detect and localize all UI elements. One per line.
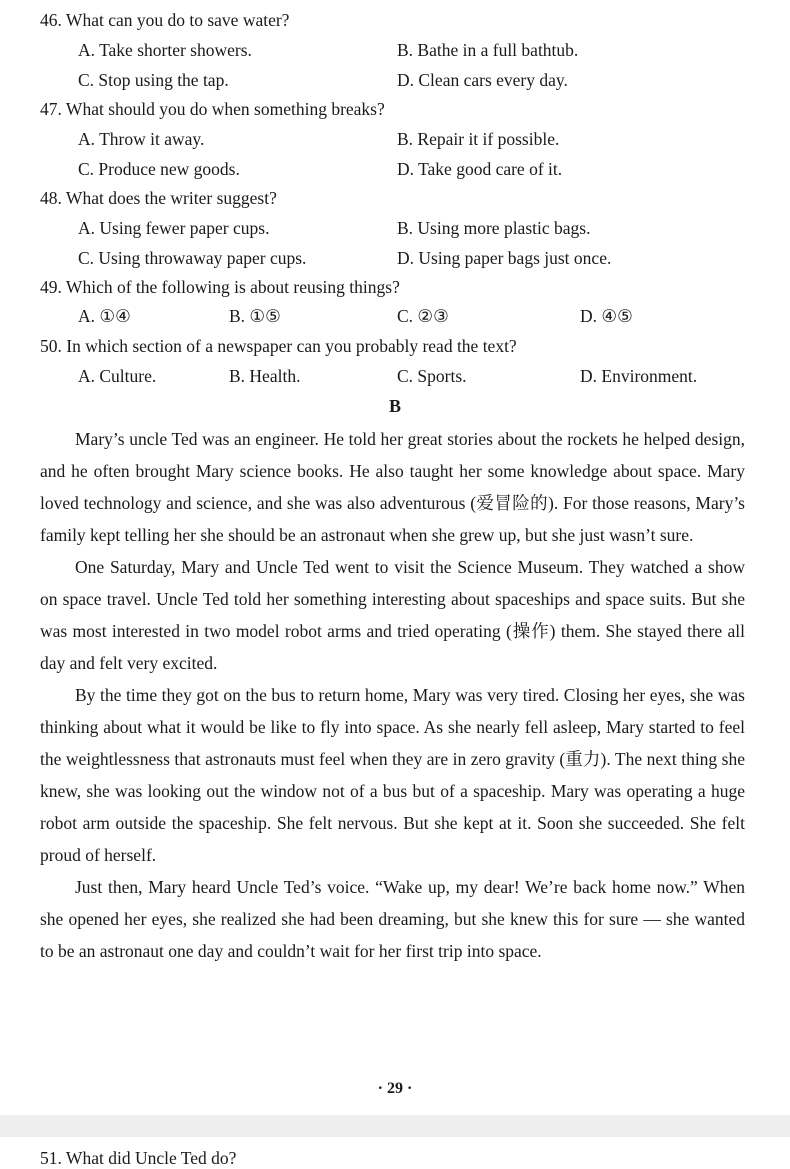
question-50-option-a: A. Culture. — [78, 366, 157, 386]
question-49-option-d: D. ④⑤ — [580, 306, 633, 326]
question-48-option-b: B. Using more plastic bags. — [397, 218, 591, 238]
question-48-option-d: D. Using paper bags just once. — [397, 248, 612, 268]
question-46-option-d: D. Clean cars every day. — [397, 70, 568, 90]
section-heading: B — [388, 396, 401, 416]
question-46-stem: 46. What can you do to save water? — [40, 10, 290, 30]
passage-paragraph-3: By the time they got on the bus to return home, Mary was very tired. Closing her eyes, she was thinking about what it would be like to fly into space. As she nearly fell asleep, Mary started to feel the weightlessness that astronauts must feel when they are in zero gravity (重力). The next thing she knew, she was looking out the window not of a bus but of a spaceship. Mary was operating a huge robot arm outside the spaceship. She felt nervous. But she kept at it. Soon she succeeded. She felt proud of herself. — [40, 685, 745, 865]
question-47-option-c: C. Produce new goods. — [78, 159, 240, 179]
passage-paragraph-1: Mary’s uncle Ted was an engineer. He told her great stories about the rockets he helped design, and he often brought Mary science books. He also taught her some knowledge about space. Mary loved technology and science, and she was also adventurous (爱冒险的). For those reasons, Mary’s family kept telling her she should be an astronaut when she grew up, but she just wasn’t sure. — [40, 429, 745, 545]
question-49-option-c: C. ②③ — [397, 306, 449, 326]
question-47-option-d: D. Take good care of it. — [397, 159, 563, 179]
question-50-option-d: D. Environment. — [580, 366, 698, 386]
question-50-option-c: C. Sports. — [397, 366, 467, 386]
question-49-stem: 49. Which of the following is about reusing things? — [40, 277, 400, 297]
question-47-option-a: A. Throw it away. — [78, 129, 205, 149]
page-number: · 29 · — [377, 1080, 413, 1097]
question-47-option-b: B. Repair it if possible. — [397, 129, 560, 149]
question-48-option-c: C. Using throwaway paper cups. — [78, 248, 307, 268]
question-47-stem: 47. What should you do when something breaks? — [40, 99, 385, 119]
reading-passage — [40, 423, 745, 967]
question-50-option-b: B. Health. — [229, 366, 301, 386]
question-49-option-a: A. ①④ — [78, 306, 131, 326]
question-49-option-b: B. ①⑤ — [229, 306, 281, 326]
passage-paragraph-4: Just then, Mary heard Uncle Ted’s voice. “Wake up, my dear! We’re back home now.” When she opened her eyes, she realized she had been dreaming, but she knew this for sure — she wanted to be an astronaut one day and couldn’t wait for her first trip into space. — [40, 877, 745, 961]
passage-paragraph-2: One Saturday, Mary and Uncle Ted went to visit the Science Museum. They watched a show on space travel. Uncle Ted told her something interesting about spaceships and space suits. But she was most interested in two model robot arms and tried operating (操作) them. She stayed there all day and felt very excited. — [40, 557, 745, 673]
question-46-option-c: C. Stop using the tap. — [78, 70, 229, 90]
page-separator — [0, 1115, 790, 1137]
question-50-stem: 50. In which section of a newspaper can you probably read the text? — [40, 336, 517, 356]
question-46-option-b: B. Bathe in a full bathtub. — [397, 40, 579, 60]
question-48-stem: 48. What does the writer suggest? — [40, 188, 277, 208]
question-48-option-a: A. Using fewer paper cups. — [78, 218, 270, 238]
question-51-stem: 51. What did Uncle Ted do? — [40, 1148, 237, 1168]
question-46-option-a: A. Take shorter showers. — [78, 40, 252, 60]
